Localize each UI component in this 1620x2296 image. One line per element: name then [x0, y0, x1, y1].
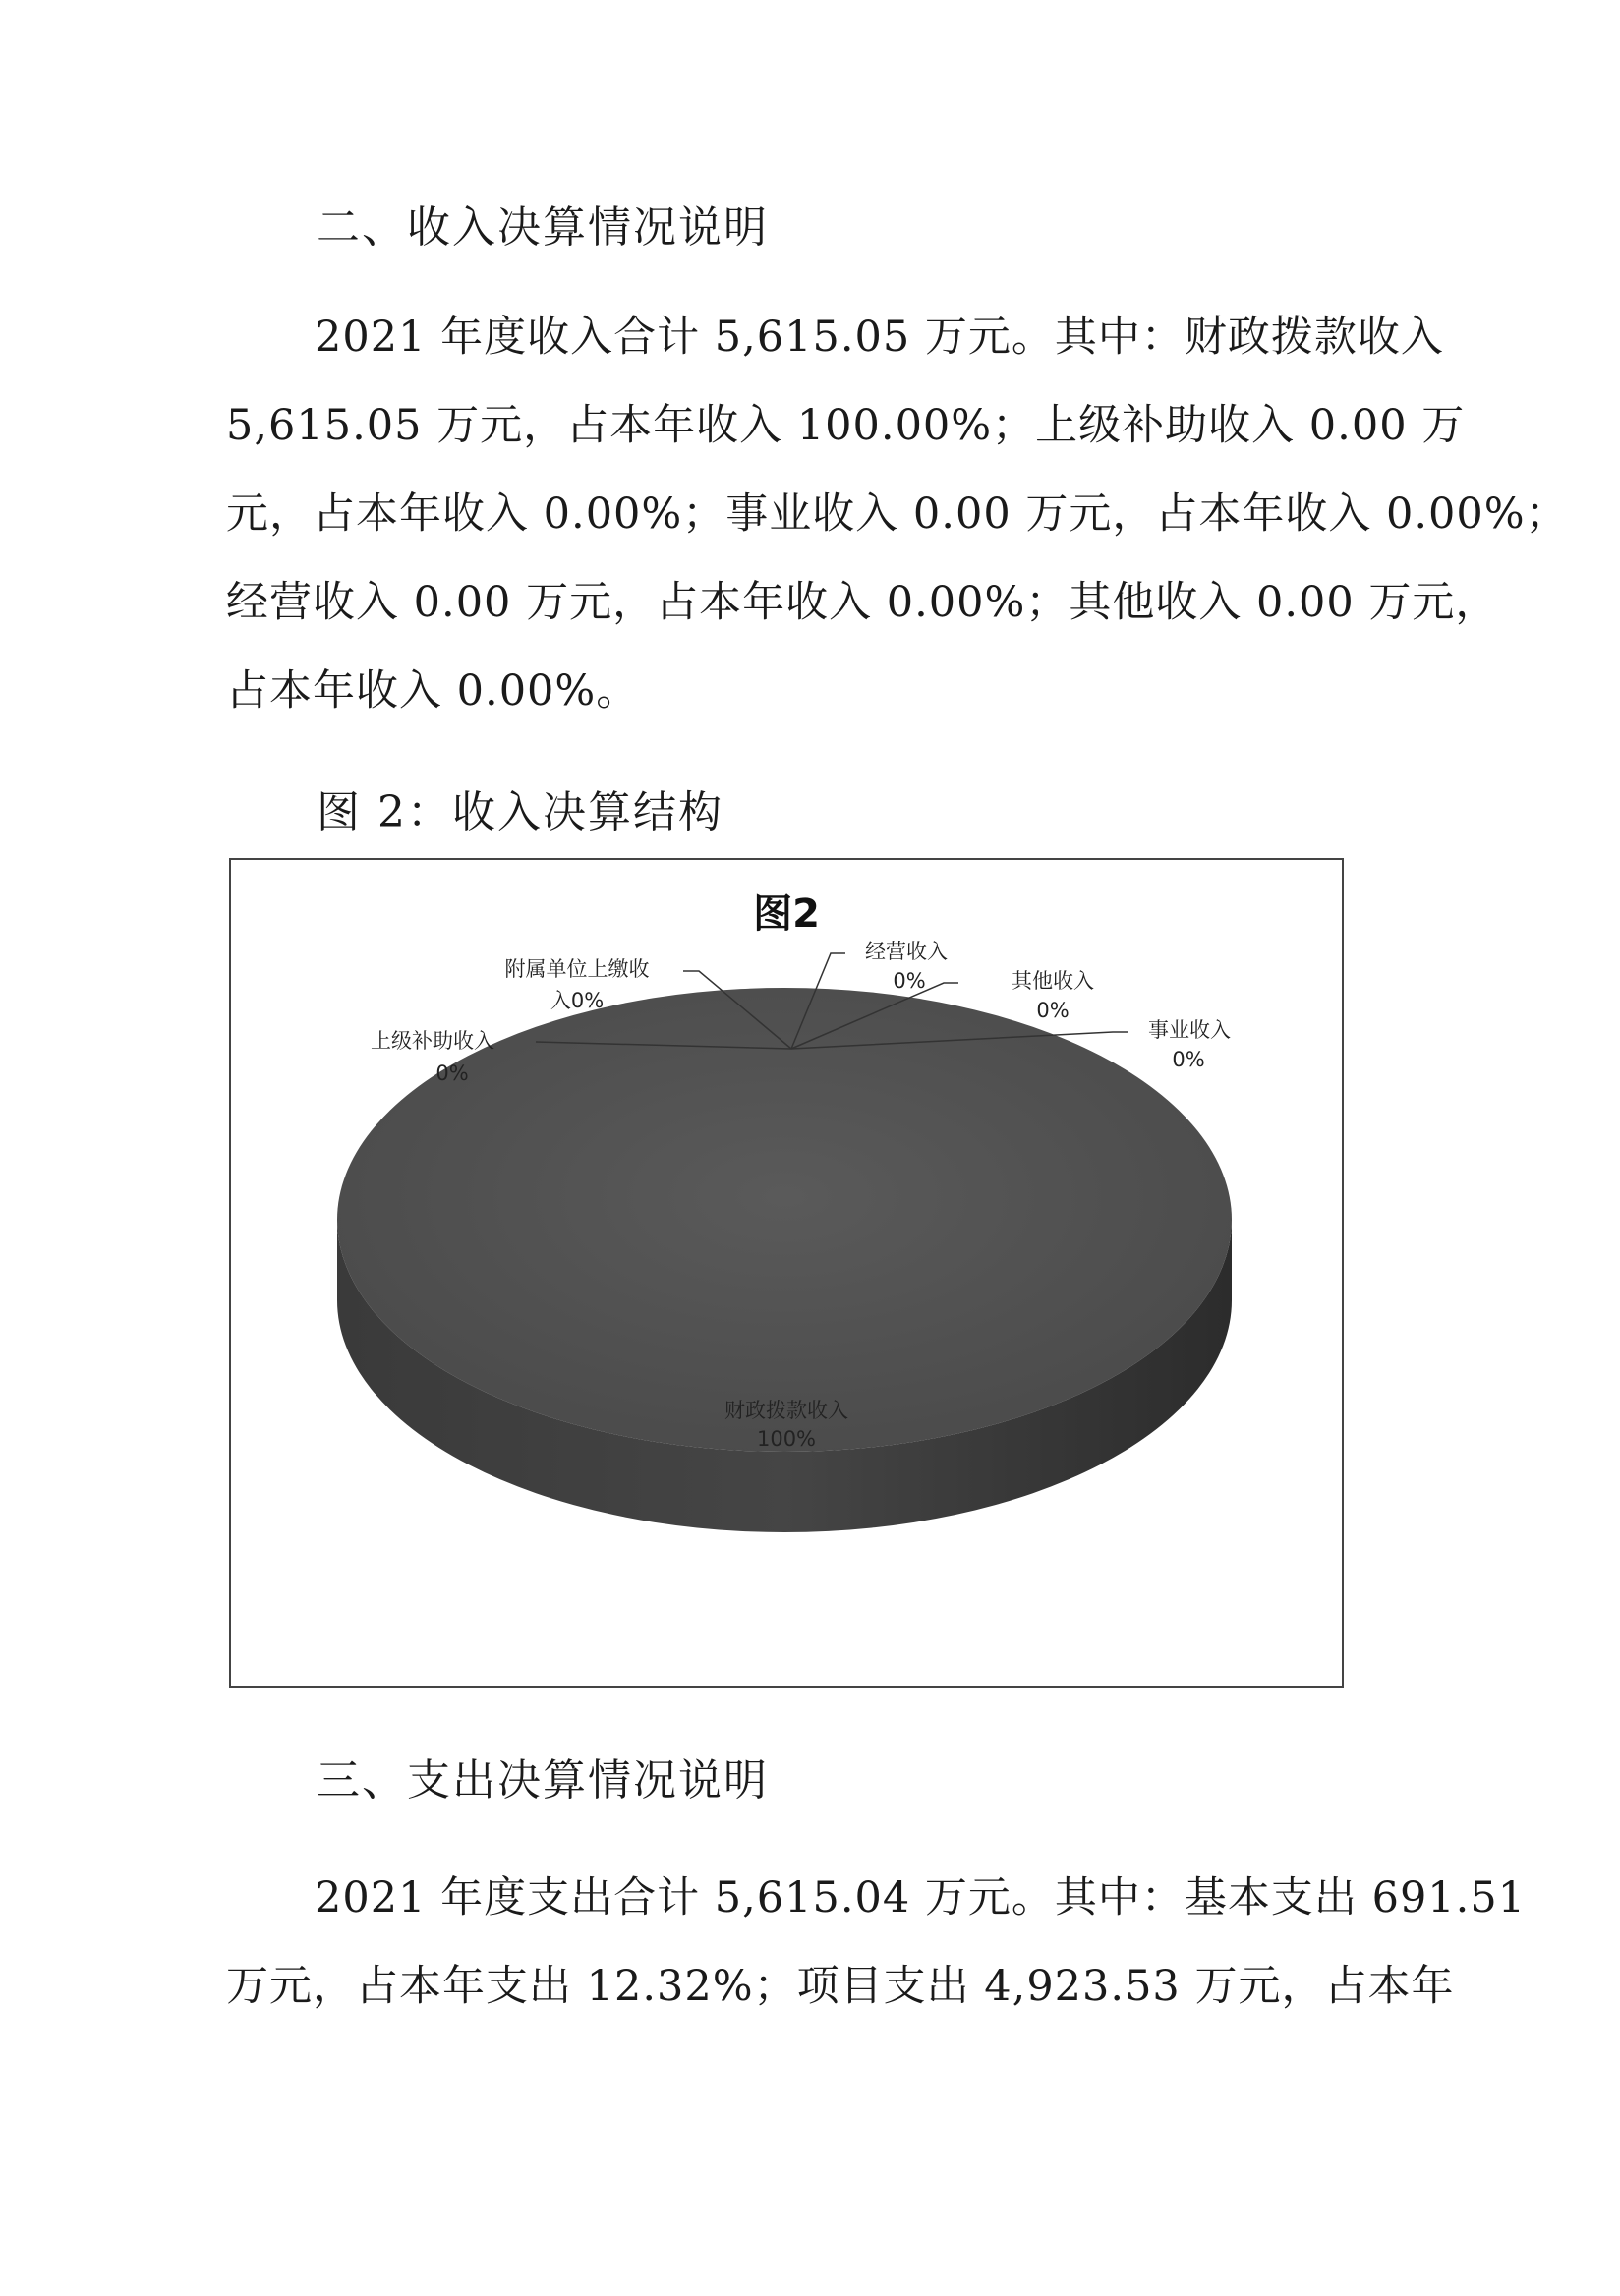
data-label-fiscal-name: 财政拨款收入 — [724, 1399, 848, 1422]
paragraph-line: 元，占本年收入 0.00%；事业收入 0.00 万元，占本年收入 0.00%； — [226, 489, 1569, 539]
figure-caption: 图 2：收入决算结构 — [317, 787, 723, 837]
data-label-fiscal-value: 100% — [756, 1427, 817, 1451]
paragraph-line: 5,615.05 万元，占本年收入 100.00%；上级补助收入 0.00 万 — [226, 401, 1466, 450]
pie-chart-svg — [231, 860, 1342, 1686]
pie-slice-fiscal — [337, 988, 1232, 1452]
data-label-other-name: 其他收入 — [1012, 969, 1094, 993]
section3-heading: 三、支出决算情况说明 — [317, 1755, 769, 1806]
data-label-career-name: 事业收入 — [1148, 1018, 1231, 1042]
data-label-business-name: 经营收入 — [865, 940, 948, 963]
data-label-affiliated-name: 附属单位上缴收 — [504, 957, 650, 981]
paragraph-line: 2021 年度支出合计 5,615.04 万元。其中：基本支出 691.51 — [315, 1873, 1527, 1923]
section2-heading: 二、收入决算情况说明 — [317, 202, 769, 253]
paragraph-line: 2021 年度收入合计 5,615.05 万元。其中：财政拨款收入 — [315, 313, 1444, 362]
data-label-other-value: 0% — [1036, 999, 1070, 1022]
income-structure-chart — [229, 858, 1344, 1688]
data-label-affiliated-value: 入0% — [550, 989, 605, 1012]
data-label-career-value: 0% — [1172, 1048, 1205, 1071]
paragraph-line: 经营收入 0.00 万元，占本年收入 0.00%；其他收入 0.00 万元， — [226, 578, 1499, 627]
paragraph-line: 万元，占本年支出 12.32%；项目支出 4,923.53 万元，占本年 — [226, 1962, 1455, 2011]
chart-title: 图2 — [753, 891, 820, 937]
data-label-superior-value: 0% — [435, 1062, 469, 1085]
data-label-business-value: 0% — [893, 969, 926, 993]
paragraph-line: 占本年收入 0.00%。 — [226, 666, 640, 716]
data-label-superior-name: 上级补助收入 — [371, 1029, 494, 1053]
